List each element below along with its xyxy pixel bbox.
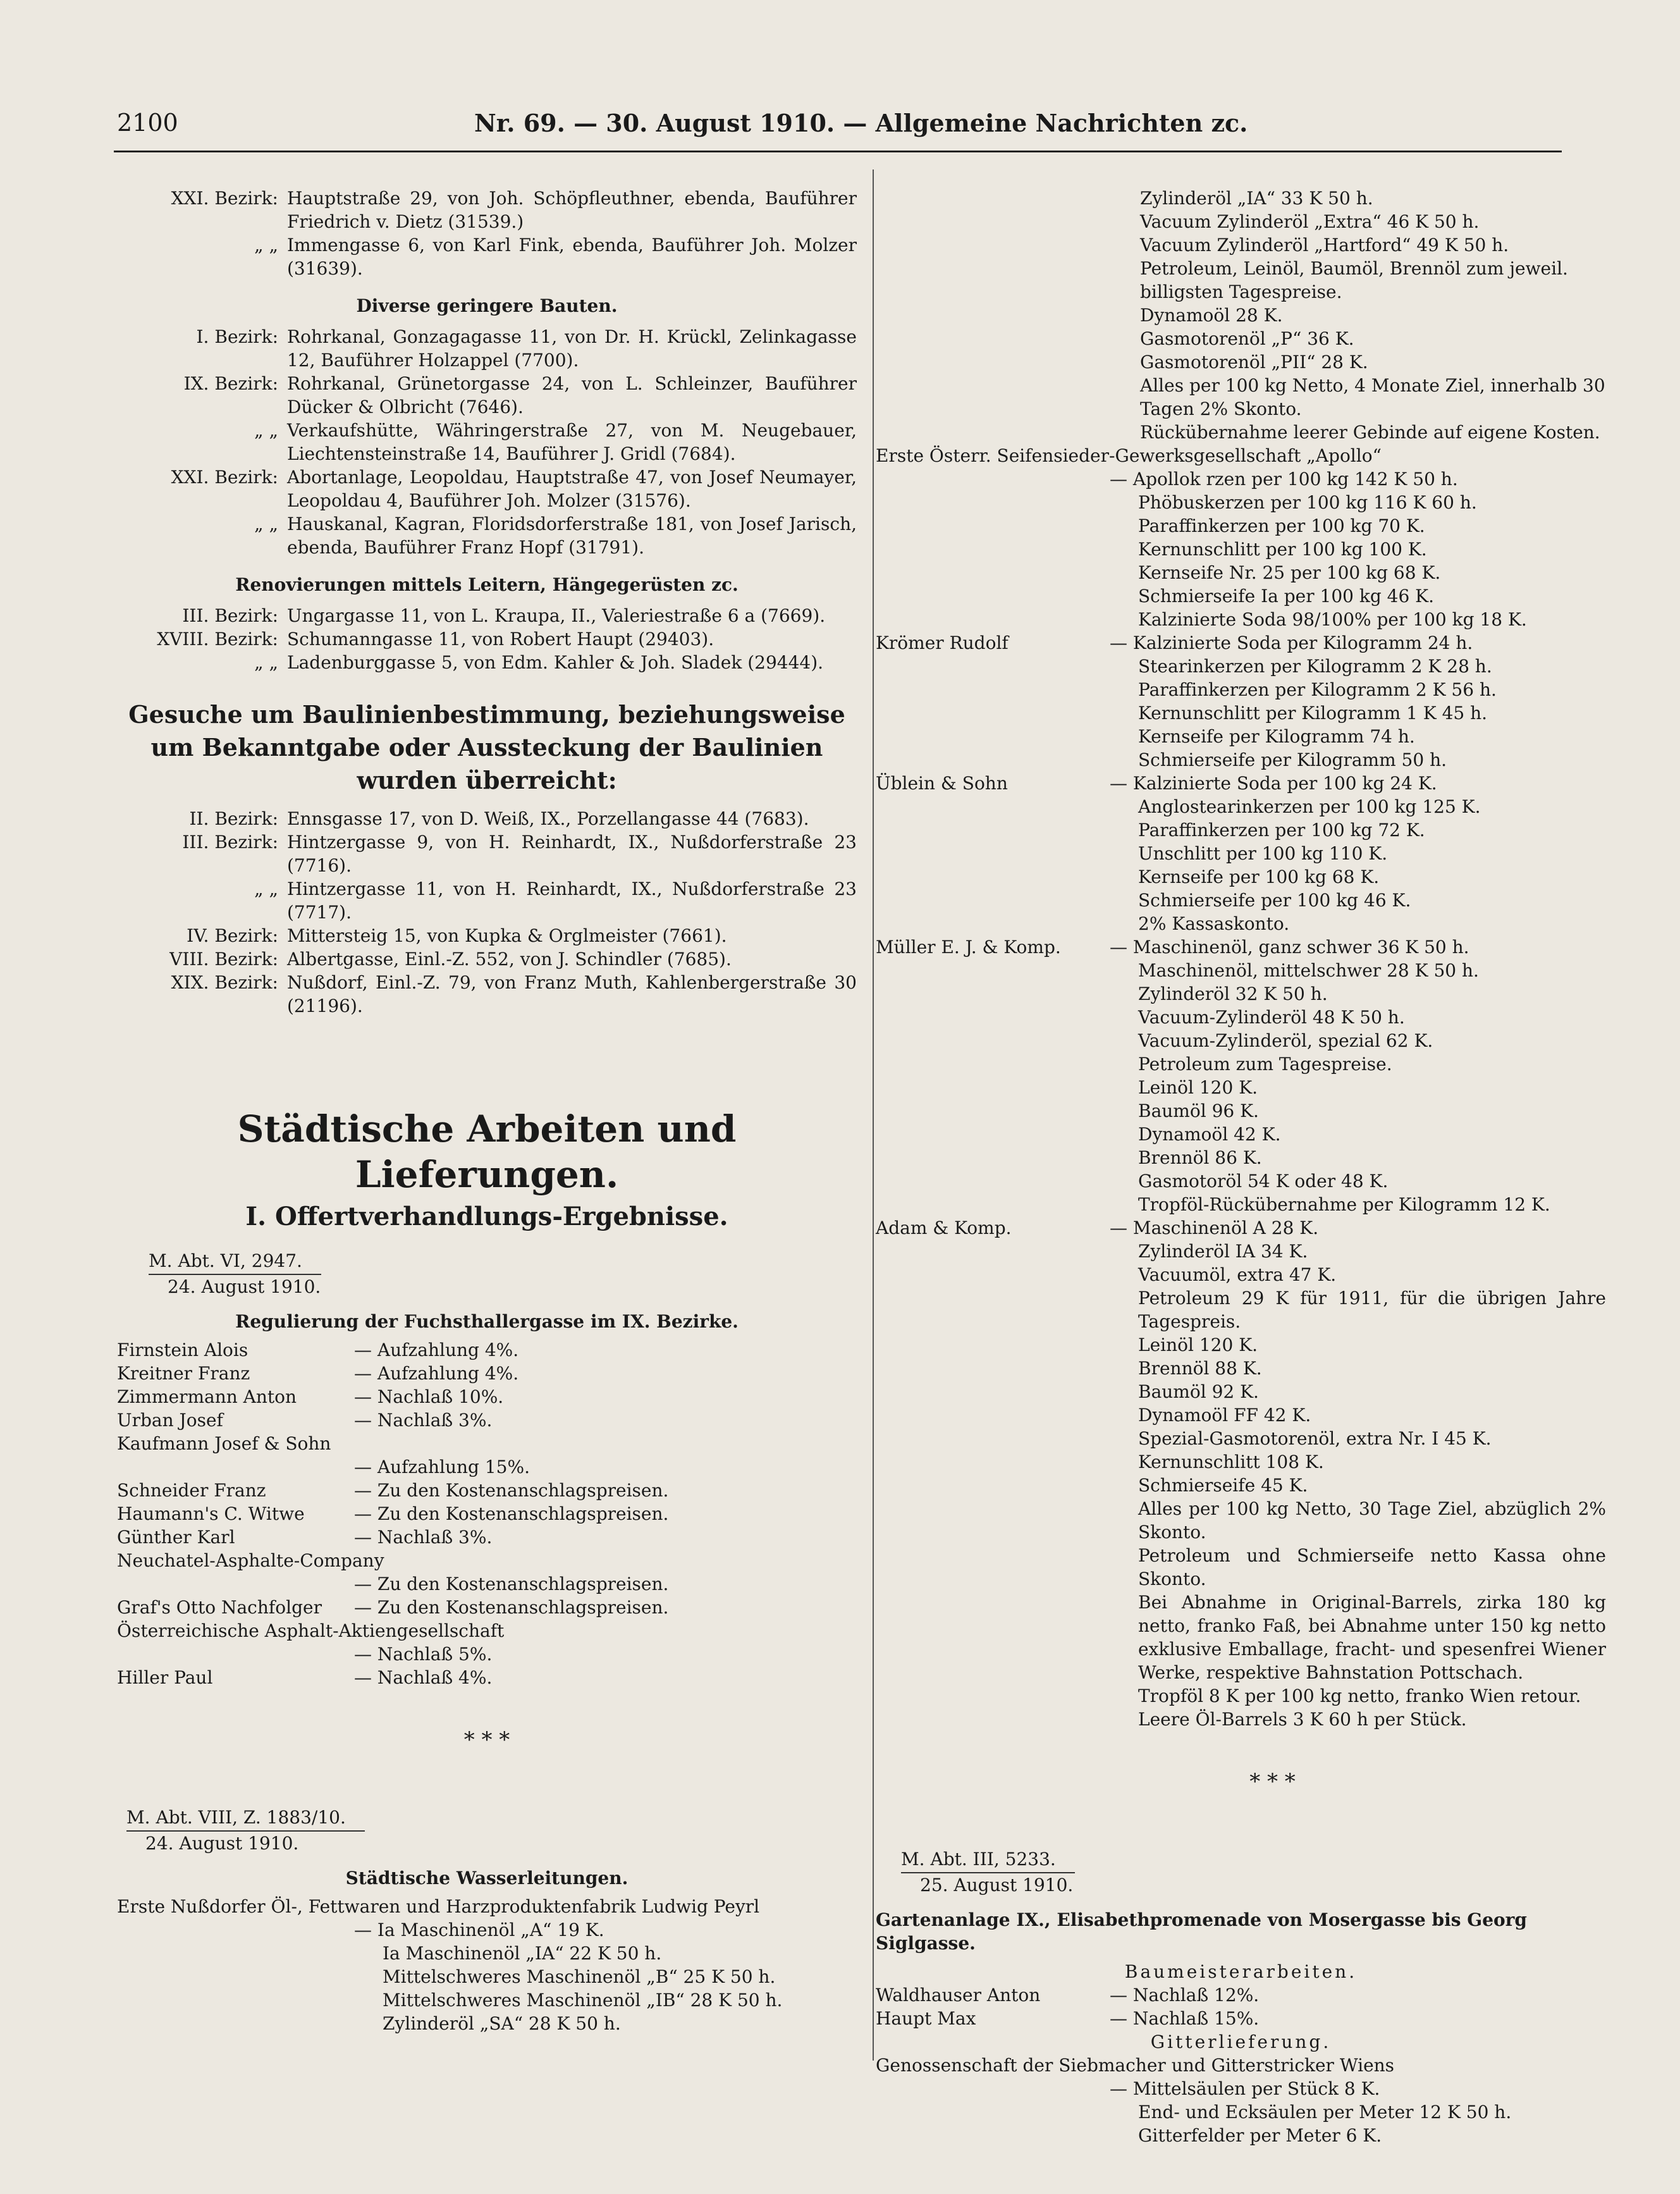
price-item: Maschinenöl, mittelschwer 28 K 50 h. (1138, 960, 1479, 981)
bidder-name: Österreichische Asphalt-Aktiengesellschaft (117, 1620, 505, 1641)
entry-text: Mittersteig 15, von Kupka & Orglmeister (7661). (287, 925, 727, 946)
firm-block (876, 444, 1606, 631)
price-item: Leinöl 120 K. (1138, 1077, 1258, 1098)
entry-text: Nußdorf, Einl.-Z. 79, von Franz Muth, Kahlenbergerstraße 30 (21196). (287, 972, 857, 1016)
entry-row (117, 830, 857, 877)
district-label: „ „ (254, 652, 278, 673)
price-item: — Kalzinierte Soda per Kilogramm 24 h. (1110, 632, 1473, 653)
entry-row (117, 924, 857, 947)
section-baulinien-entries (117, 807, 857, 1018)
entry-row (117, 419, 857, 465)
bid-row (876, 2007, 1606, 2030)
price-item: Bei Abnahme in Original-Barrels, zirka 180 kg netto, franko Faß, bei Abnahme unter 150 kg netto exklusive Emballage, fracht- und spesenfrei Wiener Werke, respektive Bahnstation Pottschach. (1138, 1592, 1606, 1683)
entry-row (117, 971, 857, 1018)
reference-block (901, 1847, 1075, 1897)
reference-date: 25. August 1910. (920, 1875, 1074, 1895)
wasser-items (117, 1918, 857, 2035)
bid-row (117, 1572, 857, 1596)
bid-row (117, 1619, 857, 1642)
section-diverse-entries (117, 325, 857, 559)
district-label: „ „ (254, 514, 278, 534)
price-item: Petroleum 29 K für 1911, für die übrigen Jahre Tagespreis. (1138, 1288, 1606, 1332)
bid-row (117, 1479, 857, 1502)
district-label: XXI. Bezirk: (171, 188, 278, 209)
column-divider (873, 169, 874, 2061)
firm-name: Krömer Rudolf (876, 632, 1009, 653)
bidder-name: Graf's Otto Nachfolger (117, 1597, 322, 1618)
bidder-name: Kaufmann Josef & Sohn (117, 1433, 331, 1454)
entry-text: Hintzergasse 9, von H. Reinhardt, IX., Nußdorferstraße 23 (7716). (287, 832, 857, 876)
price-item: Tropföl-Rückübernahme per Kilogramm 12 K. (1138, 1194, 1550, 1215)
district-label: XXI. Bezirk: (171, 467, 278, 488)
price-item: Rückübernahme leerer Gebinde auf eigene Kosten. (1140, 422, 1600, 443)
firm-name: Üblein & Sohn (876, 773, 1008, 794)
firm-row (876, 631, 1606, 655)
firm-row (876, 935, 1606, 959)
bidder-name: Kreitner Franz (117, 1363, 250, 1384)
price-item: Alles per 100 kg Netto, 4 Monate Ziel, innerhalb 30 Tagen 2% Skonto. (1140, 375, 1605, 419)
district-label: XVIII. Bezirk: (157, 629, 278, 650)
price-item: Vacuum-Zylinderöl 48 K 50 h. (1138, 1007, 1405, 1028)
price-item: 2% Kassaskonto. (1138, 913, 1290, 934)
price-item: Vacuum Zylinderöl „Extra“ 46 K 50 h. (1140, 211, 1480, 232)
price-item: — Apollok rzen per 100 kg 142 K 50 h. (1110, 469, 1458, 490)
price-item: Kernunschlitt per 100 kg 100 K. (1138, 539, 1427, 560)
district-label: III. Bezirk: (182, 832, 278, 853)
bid-row (117, 1525, 857, 1549)
price-item: Dynamoöl 28 K. (1140, 305, 1283, 326)
price-item: Schmierseife Ia per 100 kg 46 K. (1138, 586, 1435, 607)
price-item: Paraffinkerzen per 100 kg 72 K. (1138, 820, 1425, 841)
bid-result: — Zu den Kostenanschlagspreisen. (354, 1480, 669, 1501)
price-item: Tropföl 8 K per 100 kg netto, franko Wien retour. (1138, 1686, 1581, 1706)
district-label: II. Bezirk: (189, 808, 278, 829)
entry-row (117, 233, 857, 280)
header-title: Nr. 69. — 30. August 1910. — Allgemeine Nachrichten zc. (474, 109, 1248, 137)
bid-result: — Nachlaß 10%. (354, 1386, 504, 1407)
subsection-heading: Städtische Wasserleitungen. (345, 1868, 628, 1889)
price-item: Mittelschweres Maschinenöl „B“ 25 K 50 h. (383, 1966, 776, 1987)
price-item: Leere Öl-Barrels 3 K 60 h per Stück. (1138, 1709, 1467, 1730)
entry-row (117, 325, 857, 372)
price-item: Vacuum Zylinderöl „Hartford“ 49 K 50 h. (1140, 235, 1509, 256)
department-reference: M. Abt. VIII, Z. 1883/10. (126, 1806, 365, 1832)
bid-row (117, 1338, 857, 1362)
price-item: Baumöl 96 K. (1138, 1100, 1259, 1121)
price-item: Zylinderöl „IA“ 33 K 50 h. (1140, 188, 1373, 209)
right-column (876, 187, 1606, 2147)
bid-result: — Nachlaß 15%. (1110, 2008, 1260, 2029)
bidder-name: Haumann's C. Witwe (117, 1503, 305, 1524)
price-item: Schmierseife per Kilogramm 50 h. (1138, 749, 1447, 770)
entry-row (117, 372, 857, 419)
bidder-name: Günther Karl (117, 1527, 235, 1548)
entry-row (117, 187, 857, 233)
price-item: Kernunschlitt per Kilogramm 1 K 45 h. (1138, 703, 1488, 724)
entry-text: Hauptstraße 29, von Joh. Schöpfleuthner, ebenda, Bauführer Friedrich v. Dietz (31539.) (287, 188, 857, 232)
reference-block (126, 1806, 365, 1855)
bid-row (117, 1642, 857, 1666)
district-label: „ „ (254, 878, 278, 899)
bidder-name: Waldhauser Anton (876, 1985, 1041, 2006)
bidder-name (117, 1455, 354, 1479)
district-label: I. Bezirk: (196, 326, 278, 347)
firm-block (876, 772, 1606, 935)
entry-text: Rohrkanal, Grünetorgasse 24, von L. Schleinzer, Bauführer Dücker & Olbricht (7646). (287, 373, 857, 417)
price-item: Gasmotoröl 54 K oder 48 K. (1138, 1171, 1389, 1192)
left-column (117, 187, 857, 2035)
entry-text: Hintzergasse 11, von H. Reinhardt, IX., Nußdorferstraße 23 (7717). (287, 878, 857, 923)
bid-result: — Zu den Kostenanschlagspreisen. (354, 1574, 669, 1594)
bid-result: — Aufzahlung 15%. (354, 1457, 530, 1477)
price-item: End- und Ecksäulen per Meter 12 K 50 h. (1138, 2102, 1512, 2123)
header-rule (114, 151, 1562, 152)
price-item: Anglostearinkerzen per 100 kg 125 K. (1138, 796, 1481, 817)
price-item: Paraffinkerzen per Kilogramm 2 K 56 h. (1138, 679, 1497, 700)
continued-items (876, 187, 1606, 444)
building-entries-top (117, 187, 857, 280)
bid-row (117, 1385, 857, 1408)
price-item: — Maschinenöl A 28 K. (1110, 1217, 1319, 1238)
entry-row (117, 604, 857, 627)
reference-date: 24. August 1910. (145, 1833, 299, 1854)
price-item: Schmierseife per 100 kg 46 K. (1138, 890, 1411, 911)
bidder-name: Neuchatel-Asphalte-Company (117, 1550, 384, 1571)
bidder-name: Firnstein Alois (117, 1340, 248, 1360)
price-item: Zylinderöl 32 K 50 h. (1138, 983, 1328, 1004)
entry-row (117, 465, 857, 512)
section-heading-baulinien: Gesuche um Baulinienbestimmung, beziehungsweise um Bekanntgabe oder Aussteckung der Baulinien wurden überreicht: (128, 700, 845, 794)
bidder-name (117, 1572, 354, 1596)
price-item: Dynamoöl 42 K. (1138, 1124, 1281, 1145)
price-item: — Ia Maschinenöl „A“ 19 K. (354, 1920, 604, 1940)
entry-row (117, 877, 857, 924)
price-item: Gitterfelder per Meter 6 K. (1138, 2125, 1382, 2146)
price-item: Leinöl 120 K. (1138, 1334, 1258, 1355)
gitter-firm: Genossenschaft der Siebmacher und Gitterstricker Wiens (876, 2055, 1395, 2076)
entry-text: Abortanlage, Leopoldau, Hauptstraße 47, von Josef Neumayer, Leopoldau 4, Bauführer Joh. Molzer (31576). (287, 467, 857, 511)
entry-text: Schumanngasse 11, von Robert Haupt (29403). (287, 629, 714, 650)
price-item: Kalzinierte Soda 98/100% per 100 kg 18 K. (1138, 609, 1527, 630)
bid-result: — Zu den Kostenanschlagspreisen. (354, 1503, 669, 1524)
price-item: Schmierseife 45 K. (1138, 1475, 1308, 1496)
entry-row (117, 947, 857, 971)
entry-text: Verkaufshütte, Währingerstraße 27, von M. Neugebauer, Liechtensteinstraße 14, Bauführer J. Gridl (7684). (287, 420, 857, 464)
entry-text: Ungargasse 11, von L. Kraupa, II., Valeriestraße 6 a (7669). (287, 605, 826, 626)
department-reference: M. Abt. III, 5233. (901, 1847, 1075, 1873)
main-title: Städtische Arbeiten und Lieferungen. (237, 1107, 737, 1196)
subsection-heading: Regulierung der Fuchsthallergasse im IX. Bezirke. (235, 1311, 739, 1332)
district-label: „ „ (254, 235, 278, 256)
price-item: Vacuum-Zylinderöl, spezial 62 K. (1138, 1030, 1433, 1051)
reference-date: 24. August 1910. (168, 1276, 321, 1297)
price-item: Phöbuskerzen per 100 kg 116 K 60 h. (1138, 492, 1477, 513)
section-heading-diverse: Diverse geringere Bauten. (356, 295, 618, 316)
price-item: — Kalzinierte Soda per 100 kg 24 K. (1110, 773, 1437, 794)
separator-stars: * * * (463, 1727, 510, 1753)
price-item: Petroleum und Schmierseife netto Kassa ohne Skonto. (1138, 1545, 1606, 1589)
bid-result: — Nachlaß 5%. (354, 1644, 493, 1665)
price-item: Petroleum zum Tagespreise. (1138, 1054, 1392, 1075)
wasser-firm: Erste Nußdorfer Öl-, Fettwaren und Harzproduktenfabrik Ludwig Peyrl (117, 1896, 760, 1917)
bid-row (117, 1502, 857, 1525)
firm-row (876, 772, 1606, 795)
entry-row (117, 651, 857, 674)
price-item: Brennöl 88 K. (1138, 1358, 1262, 1379)
firm-name: Müller E. J. & Komp. (876, 937, 1061, 958)
district-label: IV. Bezirk: (187, 925, 278, 946)
price-item: Zylinderöl „SA“ 28 K 50 h. (383, 2013, 621, 2034)
district-label: XIX. Bezirk: (171, 972, 278, 993)
bidder-name: Haupt Max (876, 2008, 976, 2029)
entry-text: Rohrkanal, Gonzagagasse 11, von Dr. H. Krückl, Zelinkagasse 12, Bauführer Holzappel (7700). (287, 326, 857, 371)
price-item: Kernseife Nr. 25 per 100 kg 68 K. (1138, 562, 1441, 583)
bid-result: — Nachlaß 3%. (354, 1410, 493, 1431)
bid-result: — Nachlaß 3%. (354, 1527, 493, 1548)
bid-row (876, 1983, 1606, 2007)
price-item: Petroleum, Leinöl, Baumöl, Brennöl zum jeweil. billigsten Tagespreise. (1140, 258, 1568, 302)
price-item: Gasmotorenöl „PII“ 28 K. (1140, 352, 1368, 373)
bid-result: — Nachlaß 4%. (354, 1667, 493, 1688)
bid-row (117, 1408, 857, 1432)
price-item: Vacuumöl, extra 47 K. (1138, 1264, 1337, 1285)
entry-row (117, 512, 857, 559)
price-item: Dynamoöl FF 42 K. (1138, 1405, 1311, 1426)
bidder-name (117, 1642, 354, 1666)
district-label: „ „ (254, 420, 278, 441)
price-item: Zylinderöl IA 34 K. (1138, 1241, 1308, 1262)
main-subtitle: I. Offertverhandlungs-Ergebnisse. (245, 1202, 728, 1231)
price-item: Kernunschlitt 108 K. (1138, 1451, 1324, 1472)
section-heading-renovierungen: Renovierungen mittels Leitern, Hängegerüsten zc. (235, 574, 739, 595)
firm-name: Adam & Komp. (876, 1217, 1012, 1238)
price-item: Unschlitt per 100 kg 110 K. (1138, 843, 1388, 864)
separator-stars: * * * (1249, 1769, 1296, 1794)
firm-name: Erste Österr. Seifensieder-Gewerksgesellschaft „Apollo“ (876, 445, 1382, 466)
firm-block (876, 1216, 1606, 1731)
bidder-name: Schneider Franz (117, 1480, 266, 1501)
bid-results (117, 1338, 857, 1689)
firm-block (876, 631, 1606, 772)
firm-block (876, 935, 1606, 1216)
baumeister-heading: Baumeisterarbeiten. (1124, 1961, 1358, 1982)
price-item: Brennöl 86 K. (1138, 1147, 1262, 1168)
bid-row (117, 1362, 857, 1385)
district-label: VIII. Bezirk: (169, 949, 278, 970)
page-number: 2100 (117, 109, 178, 137)
price-item: Paraffinkerzen per 100 kg 70 K. (1138, 515, 1425, 536)
bidder-name: Hiller Paul (117, 1667, 213, 1688)
section-renovierungen-entries (117, 604, 857, 674)
entry-text: Hauskanal, Kagran, Floridsdorferstraße 181, von Josef Jarisch, ebenda, Bauführer Franz Hopf (31791). (287, 514, 857, 558)
price-item: Kernseife per 100 kg 68 K. (1138, 866, 1380, 887)
bid-result: — Nachlaß 12%. (1110, 1985, 1260, 2006)
bidder-name: Urban Josef (117, 1410, 223, 1431)
reference-block (149, 1249, 321, 1298)
entry-row (117, 807, 857, 830)
district-label: III. Bezirk: (182, 605, 278, 626)
price-item: — Maschinenöl, ganz schwer 36 K 50 h. (1110, 937, 1469, 958)
bid-row (117, 1549, 857, 1572)
price-item: Kernseife per Kilogramm 74 h. (1138, 726, 1415, 747)
entry-text: Immengasse 6, von Karl Fink, ebenda, Bauführer Joh. Molzer (31639). (287, 235, 857, 279)
price-item: Stearinkerzen per Kilogramm 2 K 28 h. (1138, 656, 1492, 677)
bid-row (117, 1596, 857, 1619)
bid-row (117, 1666, 857, 1689)
entry-text: Albertgasse, Einl.-Z. 552, von J. Schindler (7685). (287, 949, 732, 970)
department-reference: M. Abt. VI, 2947. (149, 1249, 321, 1275)
price-item: Baumöl 92 K. (1138, 1381, 1259, 1402)
bid-row (117, 1455, 857, 1479)
bidder-name: Zimmermann Anton (117, 1386, 297, 1407)
price-item: Gasmotorenöl „P“ 36 K. (1140, 328, 1354, 349)
entry-text: Ladenburggasse 5, von Edm. Kahler & Joh. Sladek (29444). (287, 652, 824, 673)
entry-text: Ennsgasse 17, von D. Weiß, IX., Porzellangasse 44 (7683). (287, 808, 809, 829)
district-label: IX. Bezirk: (183, 373, 278, 394)
bid-result: — Aufzahlung 4%. (354, 1363, 519, 1384)
bid-row (117, 1432, 857, 1455)
bid-result: — Aufzahlung 4%. (354, 1340, 519, 1360)
price-item: Mittelschweres Maschinenöl „IB“ 28 K 50 h. (383, 1990, 783, 2011)
subsection-heading: Gartenanlage IX., Elisabethpromenade von Mosergasse bis Georg Siglgasse. (876, 1909, 1528, 1954)
entry-row (117, 627, 857, 651)
price-item: Alles per 100 kg Netto, 30 Tage Ziel, abzüglich 2% Skonto. (1138, 1498, 1606, 1543)
bid-result: — Zu den Kostenanschlagspreisen. (354, 1597, 669, 1618)
firm-row (876, 1216, 1606, 1240)
gitter-heading: Gitterlieferung. (1150, 2031, 1332, 2052)
price-item: Spezial-Gasmotorenöl, extra Nr. I 45 K. (1138, 1428, 1492, 1449)
price-item: — Mittelsäulen per Stück 8 K. (1110, 2078, 1380, 2099)
price-item: Ia Maschinenöl „IA“ 22 K 50 h. (383, 1943, 662, 1964)
